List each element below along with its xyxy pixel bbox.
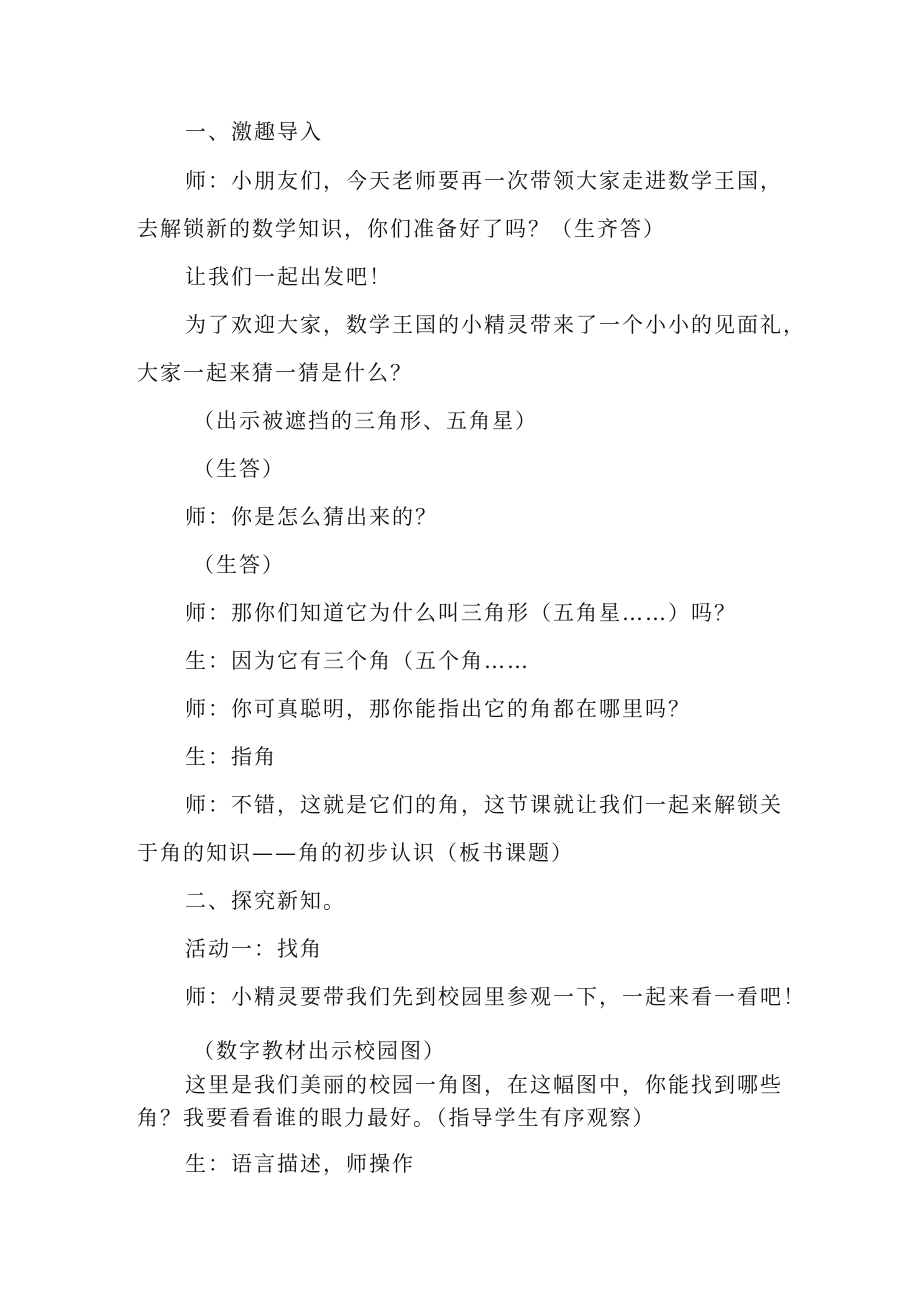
paragraph-line: （出示被遮挡的三角形、五角星） — [193, 409, 538, 433]
paragraph-line: 让我们一起出发吧！ — [185, 265, 392, 289]
heading-section-one: 一、激趣导入 — [185, 120, 323, 144]
heading-section-two: 二、探究新知。 — [185, 889, 346, 913]
paragraph-line: 师：不错，这就是它们的角，这节课就让我们一起来解锁关 — [185, 793, 783, 817]
paragraph-line: （数字教材出示校园图） — [193, 1039, 446, 1063]
paragraph-line: 于角的知识——角的初步认识（板书课题） — [137, 841, 574, 865]
paragraph-line: 大家一起来猜一猜是什么？ — [137, 361, 413, 385]
paragraph-line: 生：语言描述，师操作 — [185, 1152, 415, 1176]
paragraph-line: （生答） — [193, 553, 285, 577]
paragraph-line: 师：小朋友们，今天老师要再一次带领大家走进数学王国， — [185, 169, 783, 193]
paragraph-line: 活动一：找角 — [185, 937, 323, 961]
paragraph-line: 为了欢迎大家，数学王国的小精灵带来了一个小小的见面礼， — [185, 313, 806, 337]
paragraph-line: 生：因为它有三个角（五个角…… — [185, 649, 530, 673]
paragraph-line: 师：那你们知道它为什么叫三角形（五角星……）吗？ — [185, 601, 737, 625]
paragraph-line: 师：你是怎么猜出来的？ — [185, 505, 438, 529]
paragraph-line: （生答） — [193, 457, 285, 481]
paragraph-line: 师：你可真聪明，那你能指出它的角都在哪里吗？ — [185, 697, 691, 721]
paragraph-line: 去解锁新的数学知识，你们准备好了吗？（生齐答） — [137, 217, 666, 241]
paragraph-line: 角？我要看看谁的眼力最好。（指导学生有序观察） — [137, 1106, 656, 1130]
paragraph-line: 这里是我们美丽的校园一角图，在这幅图中，你能找到哪些 — [185, 1073, 783, 1097]
paragraph-line: 生：指角 — [185, 745, 277, 769]
paragraph-line: 师：小精灵要带我们先到校园里参观一下，一起来看一看吧！ — [185, 985, 806, 1009]
